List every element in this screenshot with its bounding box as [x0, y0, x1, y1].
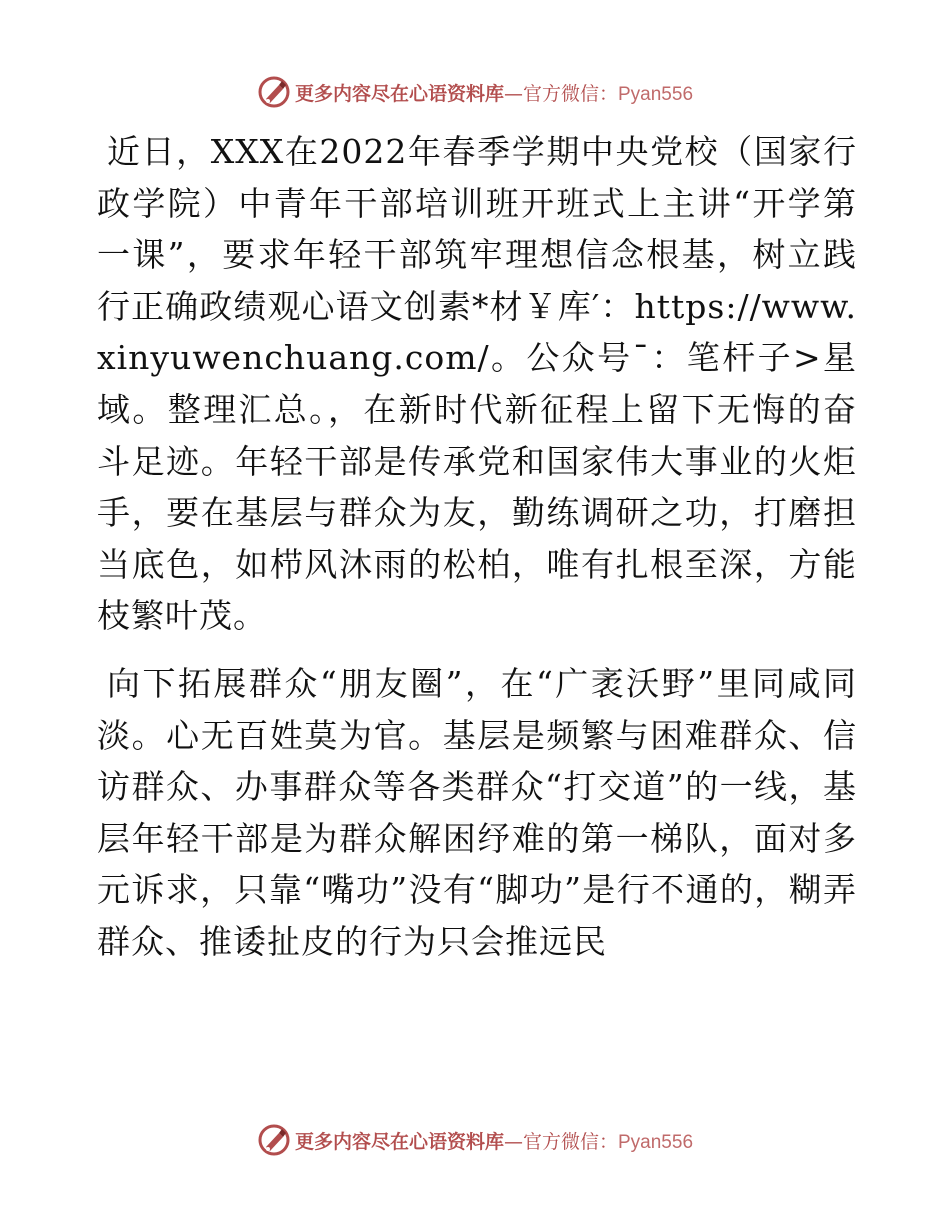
banner-main-text: 更多内容尽在心语资料库 — [294, 1130, 504, 1153]
paragraph: 近日，XXX在2022年春季学期中央党校（国家行政学院）中青年干部培训班开班式上主讲“开学第一课”，要求年轻干部筑牢理想信念根基，树立践行正确政绩观心语文创素*材￥库′：https://www.xinyuwenchuang.com/。公众号¯：笔杆子>星域。整理汇总。，在新时代新征程上留下无悔的奋斗足迹。年轻干部是传承党和国家伟大事业的火炬手，要在基层与群众为友，勤练调研之功，打磨担当底色，如栉风沐雨的松柏，唯有扎根至深，方能枝繁叶茂。 — [97, 132, 857, 636]
header-watermark-banner — [0, 72, 950, 112]
banner-separator: — — [503, 1130, 523, 1153]
banner-wechat-label: 官方微信： — [522, 82, 618, 105]
banner-wechat-id: Pyan556 — [618, 83, 694, 105]
paragraph: 向下拓展群众“朋友圈”，在“广袤沃野”里同咸同淡。心无百姓莫为官。基层是频繁与困难群众、信访群众、办事群众等各类群众“打交道”的一线，基层年轻干部是为群众解困纾难的第一梯队，面对多元诉求，只靠“嘴功”没有“脚功”是行不通的，糊弄群众、推诿扯皮的行为只会推远民 — [97, 663, 857, 961]
banner-wechat-label: 官方微信： — [522, 1130, 618, 1153]
footer-watermark-banner — [0, 1120, 950, 1160]
brand-logo-icon — [257, 75, 291, 109]
banner-main-text: 更多内容尽在心语资料库 — [294, 82, 504, 105]
banner-separator: — — [503, 82, 523, 105]
document-body — [97, 126, 857, 968]
brand-logo-icon — [257, 1123, 291, 1157]
banner-wechat-id: Pyan556 — [618, 1131, 694, 1153]
